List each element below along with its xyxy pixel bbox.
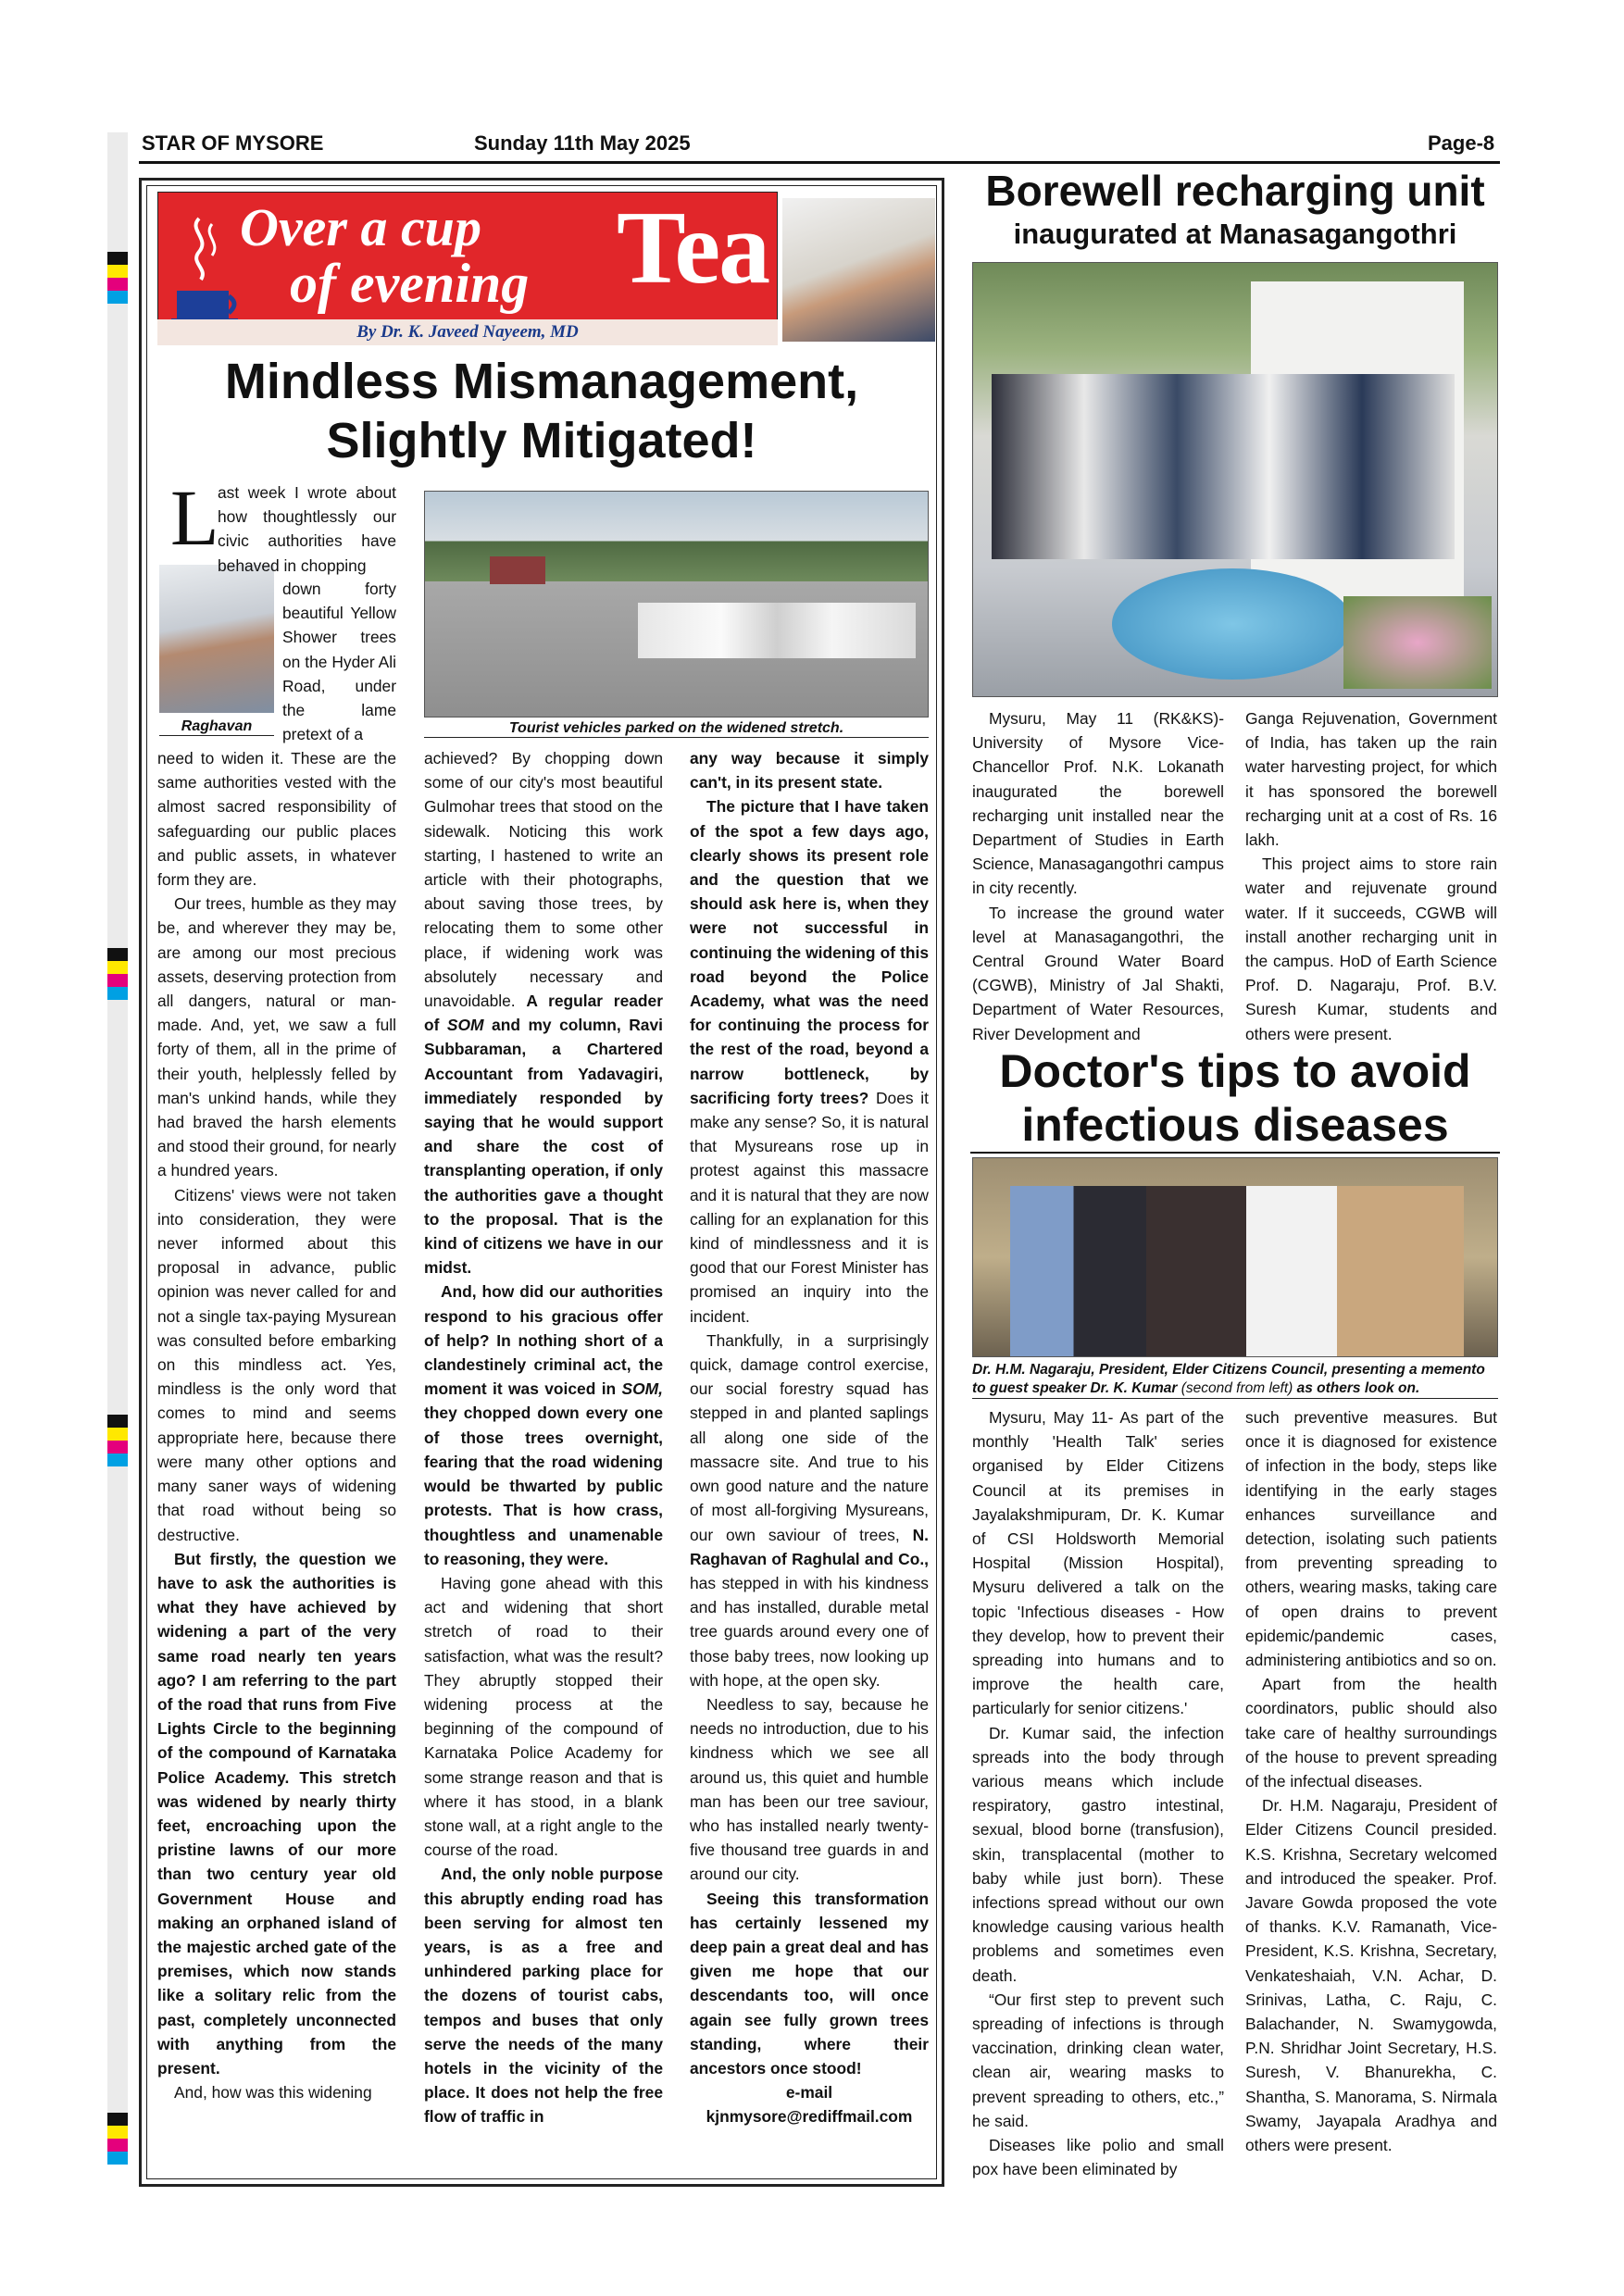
drop-cap: L <box>170 473 219 562</box>
doctor-photo-caption: Dr. H.M. Nagaraju, President, Elder Citizens Council, presenting a memento to guest speaker Dr. K. Kumar (second from left) as others look on. <box>972 1361 1498 1399</box>
borewell-subheadline: inaugurated at Manasagangothri <box>1013 218 1457 250</box>
newspaper-name: STAR OF MYSORE <box>142 131 324 155</box>
banner-tea-word: Tea <box>617 191 769 306</box>
intro-top-text: ast week I wrote about how thoughtlessly our civic authorities have behaved in chopping <box>218 483 396 575</box>
doctor-headline-line-1: Doctor's tips to avoid <box>999 1045 1471 1097</box>
flowers <box>1343 596 1492 689</box>
column-banner <box>157 192 778 338</box>
column-byline: By Dr. K. Javeed Nayeem, MD <box>157 319 778 345</box>
banner-line-2: of evening <box>290 253 530 314</box>
borewell-column-1: Mysuru, May 11 (RK&KS)- University of Mysore Vice-Chancellor Prof. N.K. Lokanath inaugurated the borewell recharging unit installed near the Department of Studies in Earth Science, Manasagangothri campus in city recently. To increase the ground water level at Manasagangothri, the Central Ground Water Board (CGWB), Ministry of Jal Shakti, Department of Water Resources, River Development and <box>972 709 1224 1043</box>
issue-date: Sunday 11th May 2025 <box>474 131 691 155</box>
print-margin-strip <box>107 132 128 2141</box>
health-talk-photo <box>972 1157 1498 1357</box>
doctor-column-1: Mysuru, May 11- As part of the monthly 'Health Talk' series organised by Elder Citizens Council at its premises in Jayalakshmipuram, Dr. K. Kumar of CSI Holdsworth Memorial Hospital (Mission Hospital), Mysuru delivered a talk on the topic 'Infectious diseases - How they develop, how to prevent their spreading into humans and to improve the health care, particularly for senior citizens.' Dr. Kumar said, the infection spreads into the body through various means which include respiratory, gastro intestinal, sexual, blood borne (transfusion), skin, transplacental (mother to baby while just born). These infections spread without our own knowledge causing various health problems and sometimes even death. “Our first step to prevent such spreading of infections is through vaccination, drinking clean water, clean air, wearing masks to prevent spreading to others, etc.,” he said. Diseases like polio and small pox have been eliminated by <box>972 1408 1224 2178</box>
page-number: Page-8 <box>1428 131 1495 155</box>
teacup-icon <box>171 211 240 331</box>
banner-line-1: Over a cup <box>240 197 481 257</box>
headline-line-1: Mindless Mismanagement, <box>224 354 859 409</box>
parked-cars <box>638 603 916 658</box>
color-registration-mark <box>107 2113 128 2165</box>
doctor-headline <box>970 1044 1500 1152</box>
article-column-3: any way because it simply can't, in its present state. The picture that I have taken of the spot a few days ago, clearly shows its present role and the question that we should ask here is, when they were not successful in continuing the widening of this road beyond the Police Academy, what was the need for continuing the process for the rest of the road, beyond a narrow bottleneck, by sacrificing forty trees? Does it make any sense? So, it is natural that Mysureans rose up in protest against this massacre and it is natural that they are now calling for an explanation for this kind of mindlessness and it is good that our Forest Minister has promised an inquiry into the incident. Thankfully, in a surprisingly quick, damage control exercise, our social forestry squad has stepped in and planted saplings all along one side of the massacre site. And true to his own good nature and the nature of most all-forgiving Mysureans, our own saviour of trees, N. Raghavan of Raghulal and Co., has stepped in with his kindness and has installed, durable metal tree guards around every one of those baby trees, now looking up with hope, at the open sky. Needless to say, because he needs no introduction, due to his kindness which we see all around us, this quiet and humble man has been our tree saviour, who has installed nearly twenty-five thousand tree guards in and around our city. Seeing this transformation has certainly lessened my deep pain a great deal and has given me hope that our descendants too, will once again see fully grown trees standing, where their ancestors once stood! e-mail kjnmysore@rediffmail.com <box>690 749 929 2127</box>
color-registration-mark <box>107 948 128 1000</box>
group-of-people <box>992 374 1455 559</box>
raghavan-caption: Raghavan <box>159 718 274 736</box>
recharging-unit <box>1112 568 1353 680</box>
billboard <box>490 556 545 584</box>
raghavan-photo <box>159 565 274 713</box>
tourist-vehicles-photo <box>424 491 929 718</box>
borewell-headline: Borewell recharging unit <box>985 167 1485 215</box>
doctor-headline-line-2: infectious diseases <box>1021 1099 1449 1151</box>
article-column-1-body: need to widen it. These are the same authorities vested with the almost sacred responsibility of safeguarding our public places and public assets, in whatever form they are. Our trees, humble as they may be, and wherever they may be, are among our most precious assets, deserving protection from all dangers, natural or man-made. And, yet, we saw a full forty of them, all in the prime of their youth, helplessly felled by man's unkind hands, while they had braved the harsh elements and stood their ground, for nearly a hundred years. Citizens' views were not taken into consideration, they were never informed about this proposal in advance, public opinion was never called for and not a single tax-paying Mysurean was consulted before embarking on this mindless act. Yes, mindless is the only word that comes to mind and seems appropriate here, because there were many other options and many saner ways of widening that road without being so destructive. But firstly, the question we have to ask the authorities is what they have achieved by widening a part of the very same road nearly ten years ago? I am referring to the part of the road that runs from Five Lights Circle to the beginning of the compound of Karnataka Police Academy. This stretch was widened by nearly thirty feet, encroaching upon the pristine lawns of our more than two century year old Government House and making an orphaned island of the majestic arched gate of the premises, which now stands like a solitary relic from the past, completely unconnected with anything from the present. And, how was this widening <box>157 749 396 2103</box>
borewell-column-2: Ganga Rejuvenation, Government of India, has taken up the rain water harvesting project, for which it has sponsored the borewell recharging unit at a cost of Rs. 16 lakh. This project aims to store rain water and rejuvenate ground water. If it succeeds, CGWB will install another recharging unit in the campus. HoD of Earth Science Prof. D. Nagaraju, Prof. B.V. Suresh Kumar, students and others were present. <box>1245 709 1497 1043</box>
author-email[interactable]: kjnmysore@rediffmail.com <box>706 2107 913 2127</box>
headline-line-2: Slightly Mitigated! <box>326 413 757 468</box>
intro-side-text: down forty beautiful Yellow Shower trees on the Hyder Ali Road, under the lame pretext of a <box>282 580 396 744</box>
article-headline <box>148 352 935 470</box>
section-rule <box>970 1152 1500 1154</box>
people-in-photo <box>1010 1186 1464 1357</box>
article-column-2: achieved? By chopping down some of our city's most beautiful Gulmohar trees that stood on the sidewalk. Noticing this work starting, I hastened to write an article with their photographs, about saving those trees, by relocating them to some other place, if widening work was absolutely necessary and unavoidable. A regular reader of SOM and my column, Ravi Subbaraman, a Chartered Accountant from Yadavagiri, immediately responded by saying that he would support and share the cost of transplanting operation, if only the authorities gave a thought to the proposal. That is the kind of citizens we have in our midst. And, how did our authorities respond to his gracious offer of help? In nothing short of a clandestinely criminal act, the moment it was voiced in SOM, they chopped down every one of those trees overnight, fearing that the road widening would be thwarted by public protests. That is how crass, thoughtless and unamenable to reasoning, they were. Having gone ahead with this act and widening that short stretch of road to their satisfaction, what was the result? They abruptly stopped their widening process at the beginning of the compound of Karnataka Police Academy for some strange reason and that is where it has stood, in a blank stone wall, at a right angle to the course of the road. And, the only noble purpose this abruptly ending road has been serving for almost ten years, is as a free and unhindered parking place for the dozens of tourist cabs, tempos and buses that only serve the needs of the many hotels in the vicinity of the place. It does not help the free flow of traffic in <box>424 749 663 2127</box>
email-label: e-mail <box>785 2083 833 2103</box>
columnist-photo <box>782 198 935 342</box>
doctor-column-2: such preventive measures. But once it is diagnosed for existence of infection in the body, steps like identifying in the early stages enhances surveillance and detection, isolating such patients from preventing spreading to others, wearing masks, taking care of open drains to prevent epidemic/pandemic cases, administering antibiotics and so on. Apart from the health coordinators, public should also take care of healthy surroundings of the house to prevent spreading of the infectual diseases. Dr. H.M. Nagaraju, President of Elder Citizens Council presided. K.S. Krishna, Secretary welcomed and introduced the speaker. Prof. Javare Gowda proposed the vote of thanks. K.V. Ramanath, Vice-President, K.S. Krishna, Secretary, Venkateshaiah, V.N. Achar, D. Srinivas, Latha, C. Raju, C. Balachander, N. Swamygowda, P.N. Shridhar Joint Secretary, H.S. Suresh, V. Bhanurekha, C. Shantha, S. Manorama, S. Nirmala Swamy, Jayapala Aradhya and others were present. <box>1245 1408 1497 2155</box>
color-registration-mark <box>107 1415 128 1466</box>
borewell-photo <box>972 262 1498 697</box>
color-registration-mark <box>107 252 128 304</box>
header-rule <box>139 161 1500 164</box>
photo-caption: Tourist vehicles parked on the widened stretch. <box>424 720 929 738</box>
